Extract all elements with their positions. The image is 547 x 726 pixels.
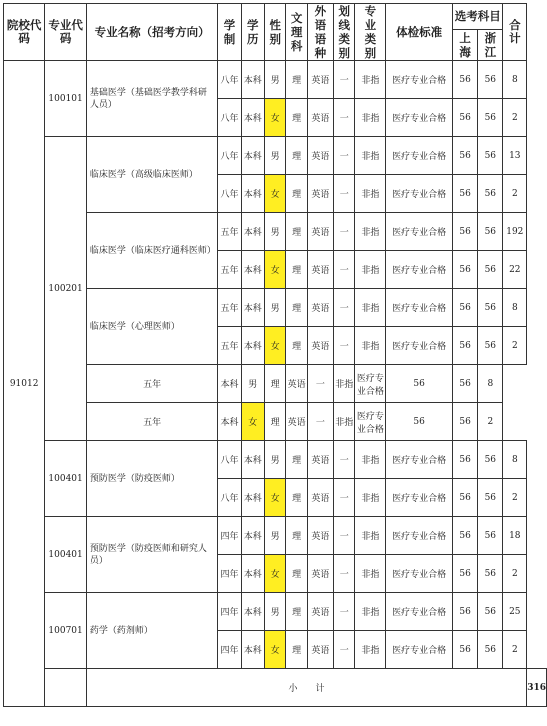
header-total: 合计 [503,4,527,61]
school-code-cell: 91012 [4,61,45,707]
gender-cell: 男 [264,61,285,99]
cutoff-cell: 一 [334,479,355,517]
zhejiang-cell: 56 [478,479,503,517]
duration-cell: 五年 [86,403,217,441]
total-cell: 8 [503,441,527,479]
header-school-code: 院校代码 [4,4,45,61]
physical-standard-cell: 医疗专业合格 [386,99,453,137]
degree-cell: 本科 [218,403,241,441]
arts-sci-cell: 理 [286,327,307,365]
cutoff-cell: 一 [334,631,355,669]
subtotal-label: 小 计 [86,669,526,707]
physical-standard-cell: 医疗专业合格 [386,441,453,479]
physical-standard-cell: 医疗专业合格 [386,175,453,213]
zhejiang-cell: 56 [452,403,477,441]
physical-standard-cell: 医疗专业合格 [386,555,453,593]
arts-sci-cell: 理 [286,137,307,175]
arts-sci-cell: 理 [264,365,285,403]
header-major-code: 专业代码 [45,4,87,61]
cutoff-cell: 一 [334,137,355,175]
language-cell: 英语 [307,327,333,365]
duration-cell: 五年 [218,289,241,327]
shanghai-cell: 56 [452,251,477,289]
physical-standard-cell: 医疗专业合格 [386,479,453,517]
gender-cell: 男 [264,213,285,251]
cutoff-cell: 一 [307,365,333,403]
total-cell: 192 [503,213,527,251]
total-cell: 2 [478,403,503,441]
gender-cell: 女 [264,555,285,593]
physical-standard-cell: 医疗专业合格 [355,403,386,441]
header-shanghai: 上海 [452,29,477,60]
header-major-name: 专业名称（招考方向） [86,4,217,61]
degree-cell: 本科 [241,479,264,517]
table-row [4,61,547,99]
total-cell: 18 [503,517,527,555]
degree-cell: 本科 [241,593,264,631]
duration-cell: 四年 [218,555,241,593]
zhejiang-cell: 56 [478,137,503,175]
category-cell: 非指 [355,631,386,669]
gender-cell: 男 [264,137,285,175]
total-cell: 13 [503,137,527,175]
major-code-cell: 100101 [45,61,87,137]
cutoff-cell: 一 [334,251,355,289]
arts-sci-cell: 理 [286,175,307,213]
degree-cell: 本科 [241,327,264,365]
language-cell: 英语 [307,99,333,137]
physical-standard-cell: 医疗专业合格 [386,61,453,99]
subtotal-value: 316 [527,669,547,707]
physical-standard-cell: 医疗专业合格 [386,137,453,175]
table-row [4,593,547,631]
arts-sci-cell: 理 [286,251,307,289]
total-cell: 2 [503,555,527,593]
gender-cell: 男 [264,593,285,631]
category-cell: 非指 [334,365,355,403]
header-arts-sci: 文理科 [286,4,307,61]
physical-standard-cell: 医疗专业合格 [355,365,386,403]
shanghai-cell: 56 [452,137,477,175]
header-degree: 学历 [241,4,264,61]
arts-sci-cell: 理 [286,479,307,517]
header-elective-subjects: 选考科目 [452,4,502,30]
zhejiang-cell: 56 [478,251,503,289]
cutoff-cell: 一 [334,517,355,555]
cutoff-cell: 一 [334,99,355,137]
language-cell: 英语 [307,479,333,517]
duration-cell: 五年 [218,213,241,251]
language-cell: 英语 [286,403,307,441]
total-cell: 2 [503,327,527,365]
total-cell: 8 [478,365,503,403]
cutoff-cell: 一 [334,441,355,479]
degree-cell: 本科 [241,137,264,175]
physical-standard-cell: 医疗专业合格 [386,251,453,289]
category-cell: 非指 [355,555,386,593]
degree-cell: 本科 [241,631,264,669]
major-name-cell: 药学（药剂师） [86,593,217,669]
major-name-cell: 临床医学（临床医疗通科医师） [86,213,217,289]
shanghai-cell: 56 [452,517,477,555]
gender-cell: 男 [264,441,285,479]
shanghai-cell: 56 [452,593,477,631]
major-code-cell: 100401 [45,517,87,593]
subtotal-blank [45,669,87,707]
table-row [4,137,547,175]
shanghai-cell: 56 [452,631,477,669]
physical-standard-cell: 医疗专业合格 [386,631,453,669]
category-cell: 非指 [355,327,386,365]
language-cell: 英语 [307,251,333,289]
gender-cell: 男 [264,517,285,555]
cutoff-cell: 一 [334,61,355,99]
language-cell: 英语 [307,631,333,669]
table-row [4,441,547,479]
header-duration: 学制 [218,4,241,61]
duration-cell: 八年 [218,137,241,175]
major-name-cell: 预防医学（防疫医师） [86,441,217,517]
category-cell: 非指 [355,593,386,631]
language-cell: 英语 [307,289,333,327]
language-cell: 英语 [307,441,333,479]
duration-cell: 八年 [218,99,241,137]
subtotal-row [4,669,547,707]
major-name-cell: 预防医学（防疫医师和研究人员） [86,517,217,593]
language-cell: 英语 [307,175,333,213]
major-code-cell: 100201 [45,137,87,441]
major-name-cell: 临床医学（高级临床医师） [86,137,217,213]
major-name-cell: 基础医学（基础医学教学科研人员） [86,61,217,137]
major-code-cell: 100701 [45,593,87,669]
gender-cell: 女 [264,175,285,213]
duration-cell: 四年 [218,593,241,631]
gender-cell: 女 [241,403,264,441]
degree-cell: 本科 [241,517,264,555]
shanghai-cell: 56 [452,555,477,593]
degree-cell: 本科 [218,365,241,403]
degree-cell: 本科 [241,555,264,593]
degree-cell: 本科 [241,99,264,137]
cutoff-cell: 一 [334,555,355,593]
zhejiang-cell: 56 [478,99,503,137]
category-cell: 非指 [355,99,386,137]
arts-sci-cell: 理 [286,555,307,593]
physical-standard-cell: 医疗专业合格 [386,213,453,251]
shanghai-cell: 56 [452,175,477,213]
category-cell: 非指 [355,213,386,251]
arts-sci-cell: 理 [286,213,307,251]
degree-cell: 本科 [241,289,264,327]
arts-sci-cell: 理 [286,289,307,327]
shanghai-cell: 56 [452,327,477,365]
table-body [4,61,547,707]
category-cell: 非指 [355,479,386,517]
zhejiang-cell: 56 [478,289,503,327]
duration-cell: 八年 [218,479,241,517]
duration-cell: 五年 [86,365,217,403]
duration-cell: 五年 [218,327,241,365]
header-cutoff-category: 划线类别 [334,4,355,61]
arts-sci-cell: 理 [286,61,307,99]
category-cell: 非指 [334,403,355,441]
shanghai-cell: 56 [386,403,453,441]
language-cell: 英语 [307,137,333,175]
shanghai-cell: 56 [452,479,477,517]
gender-cell: 男 [241,365,264,403]
arts-sci-cell: 理 [286,99,307,137]
duration-cell: 五年 [218,251,241,289]
degree-cell: 本科 [241,175,264,213]
total-cell: 2 [503,479,527,517]
gender-cell: 女 [264,251,285,289]
physical-standard-cell: 医疗专业合格 [386,289,453,327]
shanghai-cell: 56 [452,213,477,251]
duration-cell: 四年 [218,631,241,669]
cutoff-cell: 一 [334,175,355,213]
zhejiang-cell: 56 [478,441,503,479]
cutoff-cell: 一 [307,403,333,441]
cutoff-cell: 一 [334,213,355,251]
admissions-table [3,3,547,707]
major-name-cell: 临床医学（心理医师） [86,289,217,365]
language-cell: 英语 [307,593,333,631]
duration-cell: 四年 [218,517,241,555]
total-cell: 2 [503,175,527,213]
total-cell: 25 [503,593,527,631]
table-row [4,517,547,555]
category-cell: 非指 [355,251,386,289]
arts-sci-cell: 理 [286,441,307,479]
total-cell: 8 [503,61,527,99]
header-foreign-lang: 外语语种 [307,4,333,61]
language-cell: 英语 [307,517,333,555]
total-cell: 8 [503,289,527,327]
category-cell: 非指 [355,61,386,99]
major-code-cell: 100401 [45,441,87,517]
physical-standard-cell: 医疗专业合格 [386,327,453,365]
duration-cell: 八年 [218,441,241,479]
language-cell: 英语 [307,61,333,99]
header-physical-standard: 体检标准 [386,4,453,61]
duration-cell: 八年 [218,175,241,213]
zhejiang-cell: 56 [478,327,503,365]
cutoff-cell: 一 [334,327,355,365]
zhejiang-cell: 56 [478,175,503,213]
header-major-category: 专业类别 [355,4,386,61]
gender-cell: 女 [264,99,285,137]
category-cell: 非指 [355,441,386,479]
gender-cell: 女 [264,327,285,365]
cutoff-cell: 一 [334,289,355,327]
total-cell: 2 [503,99,527,137]
language-cell: 英语 [307,555,333,593]
zhejiang-cell: 56 [478,593,503,631]
language-cell: 英语 [307,213,333,251]
gender-cell: 女 [264,479,285,517]
arts-sci-cell: 理 [286,517,307,555]
category-cell: 非指 [355,175,386,213]
zhejiang-cell: 56 [478,61,503,99]
degree-cell: 本科 [241,213,264,251]
total-cell: 2 [503,631,527,669]
arts-sci-cell: 理 [286,593,307,631]
physical-standard-cell: 医疗专业合格 [386,517,453,555]
gender-cell: 女 [264,631,285,669]
shanghai-cell: 56 [452,61,477,99]
language-cell: 英语 [286,365,307,403]
arts-sci-cell: 理 [286,631,307,669]
shanghai-cell: 56 [386,365,453,403]
zhejiang-cell: 56 [452,365,477,403]
degree-cell: 本科 [241,251,264,289]
gender-cell: 男 [264,289,285,327]
total-cell: 22 [503,251,527,289]
zhejiang-cell: 56 [478,517,503,555]
shanghai-cell: 56 [452,99,477,137]
zhejiang-cell: 56 [478,213,503,251]
category-cell: 非指 [355,517,386,555]
degree-cell: 本科 [241,441,264,479]
degree-cell: 本科 [241,61,264,99]
category-cell: 非指 [355,137,386,175]
header-zhejiang: 浙江 [478,29,503,60]
cutoff-cell: 一 [334,593,355,631]
shanghai-cell: 56 [452,289,477,327]
zhejiang-cell: 56 [478,555,503,593]
physical-standard-cell: 医疗专业合格 [386,593,453,631]
shanghai-cell: 56 [452,441,477,479]
zhejiang-cell: 56 [478,631,503,669]
header-gender: 性别 [264,4,285,61]
category-cell: 非指 [355,289,386,327]
arts-sci-cell: 理 [264,403,285,441]
duration-cell: 八年 [218,61,241,99]
